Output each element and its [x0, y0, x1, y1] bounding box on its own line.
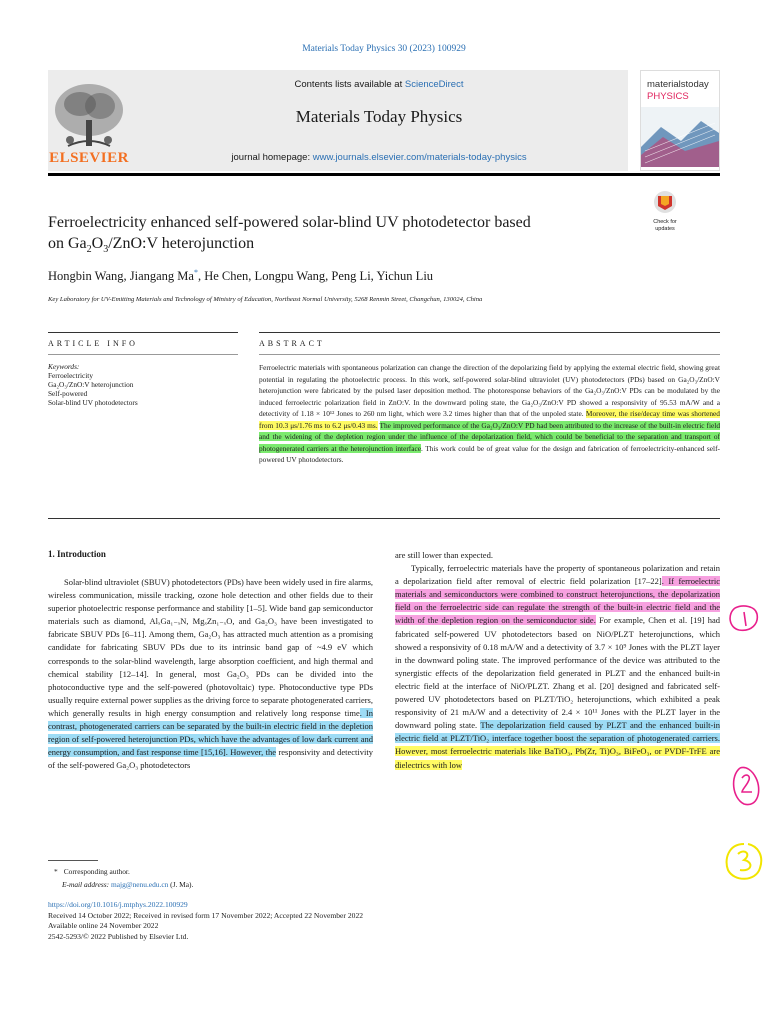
intro-paragraph — [48, 576, 373, 772]
abstract-text — [259, 362, 720, 466]
available-online: Available online 24 November 2022 — [48, 921, 159, 930]
email-suffix: (J. Ma). — [168, 880, 194, 889]
doi-link[interactable]: https://doi.org/10.1016/j.mtphys.2022.100929 — [48, 900, 188, 909]
abstract-highlight-green: The improved performance of the Ga₂O₃/ZnO:V PD had been attributed to the increase of the built-in electric field and the widening of the depletion region under the influence of the depolarization field, which could be beneficial to the separation and transport of photogenerated carriers at the heterojunction interface — [259, 420, 720, 453]
author-list — [48, 268, 433, 284]
title-part: on Ga — [48, 235, 87, 252]
email-note — [62, 879, 193, 890]
title-line-2 — [48, 233, 628, 260]
sciencedirect-link[interactable]: ScienceDirect — [404, 79, 464, 90]
handwritten-annotation-1 — [729, 604, 763, 634]
intro-highlight-blue: . In contrast, photogenerated carriers can be separated by the built-in electric field in the depletion region of self-powered heterojunction PDs, which have the advantages of low dark current and energy consumption, and fast response time [15,16]. However, the — [48, 707, 373, 758]
footnote-text: Corresponding author. — [63, 867, 130, 876]
abstract-bottom-rule — [48, 518, 720, 519]
title-sub: 2 — [86, 244, 92, 256]
journal-citation[interactable]: Materials Today Physics 30 (2023) 100929 — [302, 44, 466, 54]
abstract-highlight-yellow: Moreover, the rise/decay time was shortened from 10.3 μs/1.76 ms to 6.2 μs/0.43 ms. — [259, 409, 720, 430]
cover-physics: PHYSICS — [647, 91, 689, 102]
handwritten-annotation-3 — [722, 840, 766, 884]
intro-right-column — [395, 549, 720, 772]
cover-brand: materialstoday — [647, 79, 709, 90]
paper-title — [48, 212, 628, 260]
affiliation: Key Laboratory for UV-Emitting Materials and Technology of Ministry of Education, Northeast Normal University, 5268 Renmin Street, Changchun, 130024, China — [48, 296, 483, 303]
intro-paragraph: are still lower than expected. — [395, 550, 493, 560]
article-info-heading: ARTICLE INFO — [48, 339, 138, 348]
footnote-star: * — [54, 867, 58, 876]
journal-homepage-link[interactable]: www.journals.elsevier.com/materials-today-physics — [312, 152, 527, 163]
check-for-updates-badge[interactable] — [644, 190, 686, 232]
abstract-sentence: . This work could be of great value for the design and fabrication of ferroelectricity-enhanced self-powered UV photodetectors. — [259, 443, 720, 464]
abstract-mid-rule — [259, 354, 720, 355]
abstract-heading: ABSTRACT — [259, 339, 325, 348]
journal-cover-image[interactable] — [640, 70, 720, 171]
journal-homepage-line — [130, 152, 628, 163]
intro-text: Typically, ferroelectric materials have the property of spontaneous polarization and retain a depolarization field after removal of electric field polarization [17–22] — [395, 563, 720, 587]
keyword-item: Ga₂O₃/ZnO:V heterojunction — [48, 380, 134, 389]
received-dates: Received 14 October 2022; Received in revised form 17 November 2022; Accepted 22 November 2022 — [48, 910, 364, 920]
title-part: O — [91, 235, 104, 252]
abstract-top-rule — [259, 332, 720, 333]
journal-title[interactable]: Materials Today Physics — [295, 107, 463, 126]
check-updates-label: Check for updates — [653, 219, 677, 232]
intro-highlight-blue: The depolarization field caused by PLZT and the enhanced built-in electric field at PLZT/TiO₂ interface together boost the separation of photogenerated carriers. — [395, 720, 720, 744]
copyright-line: 2542-5293/© 2022 Published by Elsevier Ltd. — [48, 931, 189, 941]
title-sub: 3 — [103, 244, 109, 256]
authors-part: , He Chen, Longpu Wang, Peng Li, Yichun Liu — [197, 269, 434, 284]
keywords-block — [48, 362, 238, 407]
intro-text: For example, Chen et al. [19] had fabricated self-powered UV photodetectors based on NiO/PLZT heterojunctions, which showed a responsivity of 0.18 mA/W and a detectivity of 3.7 × 10⁹ Jones with the PLZT layer in the downward poling state. The improved performance of the device was attributed to the synergistic effects of the depolarization field generated in PLZT and the enhanced built-in electric field at the interface of NiO/PLZT. Zhang et al. [20] designed and fabricated self-powered UV photodetectors based on PLZT/TiO₂ heterojunctions, which exhibited a peak responsivity of 21 mA/W and a detectivity of 2.4 × 10¹¹ Jones with the PLZT layer in the downward poling state. — [395, 615, 720, 731]
abstract-sentence: Ferroelectric materials with spontaneous polarization can change the direction of the depolarizing field by applying the external electric field, showing great potential in regulating the photoelectric process. In this work, self-powered solar-blind ultraviolet (UV) photodetectors (PDs) based on Ga₂O₃/ZnO:V heterojunction were fabricated by the pulsed laser deposition method. The photoresponse behaviors of the Ga₂O₃/ZnO:V PDs can be modulated by the induced ferroelectric polarization field in ZnO:V. In the downward poling state, the Ga₂O₃/ZnO:V PD showed a responsivity of 95.53 mA/W and a detectivity of 1.18 × 10¹² Jones to 260 nm light, which were 3.2 times higher than that of the unpoled state. — [259, 363, 720, 418]
header-rule — [48, 173, 720, 176]
article-info-mid-rule — [48, 354, 238, 355]
email-label: E-mail address: — [62, 880, 111, 889]
authors-part: Hongbin Wang, Jiangang Ma — [48, 269, 194, 284]
keyword-item: Self-powered — [48, 389, 88, 398]
article-info-top-rule — [48, 332, 238, 333]
email-link[interactable]: majg@nenu.edu.cn — [111, 880, 169, 889]
footnote-rule — [48, 860, 98, 861]
title-line-1: Ferroelectricity enhanced self-powered solar-blind UV photodetector based — [48, 214, 531, 231]
keyword-item: Solar-blind UV photodetectors — [48, 398, 138, 407]
intro-text: responsivity and detectivity of the self-powered Ga₂O₃ photodetectors — [48, 747, 374, 771]
introduction-heading: 1. Introduction — [48, 549, 106, 559]
publication-info — [48, 900, 363, 942]
handwritten-annotation-2 — [730, 764, 764, 808]
homepage-prefix: journal homepage: — [231, 152, 313, 163]
elsevier-wordmark[interactable]: ELSEVIER — [49, 150, 129, 166]
cover-art — [641, 107, 719, 167]
contents-available-line — [130, 79, 628, 90]
intro-text: Solar-blind ultraviolet (SBUV) photodetectors (PDs) have been widely used in fire alarms, wireless communication, missile tracking, ozone hole detection and other fields due to their superior photoelectric response performance and stability [1–5]. Wide band gap semiconductor materials such as diamond, AlₓGa₁₋ₓN, MgₓZn₁₋ₓO, and Ga₂O₃ have been investigated to fabricate SBUV PDs [6–11]. Among them, Ga₂O₃ has attracted much attention as a promising candidate for fabricating SBUV PDs due to its intrinsic band gap of ~4.9 eV which corresponds to the solar-blind wavelength, large absorption coefficient, and high thermal and chemical stability [12–14]. In general, most Ga₂O₃ PDs can be divided into the photoconductive type and the self-powered (photovoltaic) type. Photoconductive type PDs usually require external power supplies as the driving force to separate photogenerated carriers, which generally results in high energy consumption and relatively long response time — [48, 577, 373, 718]
keywords-label: Keywords: — [48, 362, 80, 371]
keyword-item: Ferroelectricity — [48, 371, 93, 380]
title-part: /ZnO:V heterojunction — [108, 235, 255, 252]
intro-left-column — [48, 576, 373, 772]
intro-highlight-yellow: However, most ferroelectric materials like BaTiO₃, Pb(Zr, Ti)O₃, BiFeO₃, or PVDF-TrFE are dielectrics with low — [395, 746, 720, 770]
contents-prefix: Contents lists available at — [294, 79, 405, 90]
corresponding-author-note — [48, 866, 130, 877]
corresponding-author-mark[interactable]: * — [193, 268, 198, 277]
intro-highlight-pink: . If ferroelectric materials and semiconductors were combined to construct heterojunctions, the depolarization field on the ferroelectric side can regulate the strength of the built-in electric field and the width of the depletion region on the semiconductor side. — [395, 576, 720, 626]
intro-paragraph — [395, 562, 720, 772]
check-updates-icon — [644, 190, 686, 214]
